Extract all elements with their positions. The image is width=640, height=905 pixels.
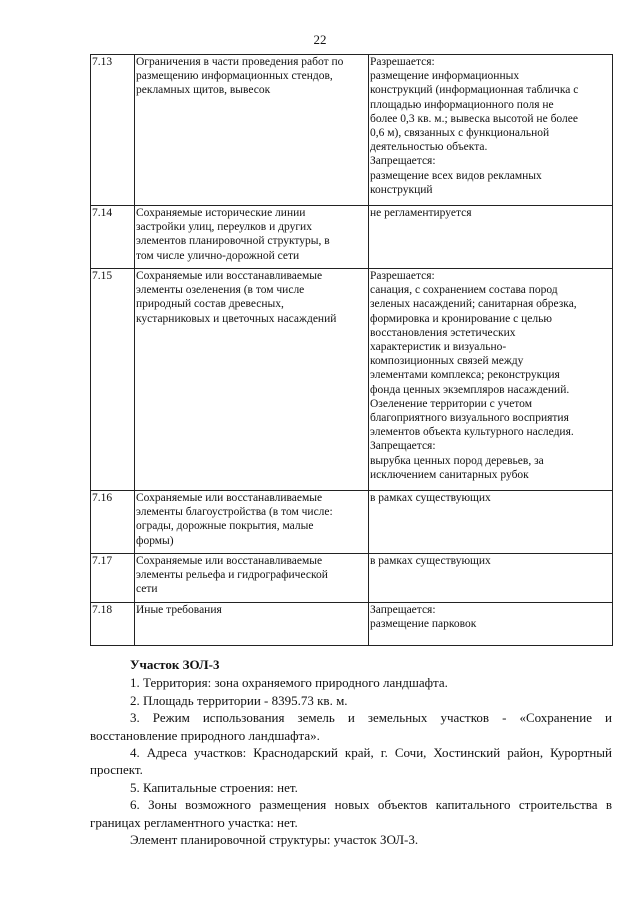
- cell-line: формы): [136, 534, 174, 547]
- cell-line: благоприятного визуального восприятия: [370, 412, 569, 425]
- cell-line: площадью информационного поля не: [370, 98, 554, 111]
- row-value: [369, 554, 613, 603]
- row-number: 7.18: [91, 603, 135, 646]
- paragraph-new-construction-zones: 6. Зоны возможного размещения новых объектов капитального строительства в границах регламентного участка: нет.: [90, 797, 612, 830]
- paragraph-capital-buildings: 5. Капитальные строения: нет.: [130, 779, 298, 795]
- cell-line: характеристик и визуально-: [370, 341, 507, 354]
- row-requirement: [135, 491, 369, 554]
- cell-line: не регламентируется: [370, 207, 472, 219]
- cell-line: фонда ценных экземпляров насаждений.: [370, 383, 570, 396]
- cell-line: исключением санитарных рубок: [370, 468, 529, 481]
- row-requirement: [135, 55, 369, 206]
- cell-line: в рамках существующих: [370, 555, 491, 567]
- cell-line: размещение всех видов рекламных: [370, 169, 542, 182]
- row-value: [369, 269, 613, 491]
- regulations-table: [90, 54, 613, 646]
- cell-line: более 0,3 кв. м.; вывеска высотой не более: [370, 112, 578, 125]
- cell-line: Сохраняемые или восстанавливаемые: [136, 555, 323, 567]
- cell-line: Ограничения в части проведения работ по: [136, 56, 344, 68]
- cell-line: рекламных щитов, вывесок: [136, 84, 271, 97]
- cell-line: Разрешается:: [370, 56, 435, 68]
- cell-line: Сохраняемые или восстанавливаемые: [136, 492, 323, 504]
- cell-line: конструкций (информационная табличка с: [370, 84, 579, 97]
- cell-line: Озеленение территории с учетом: [370, 397, 532, 410]
- cell-line: том числе улично-дорожной сети: [136, 249, 300, 262]
- cell-line: вырубка ценных пород деревьев, за: [370, 454, 544, 467]
- table-row: [91, 206, 613, 269]
- paragraph-structure-element: Элемент планировочной структуры: участок ЗОЛ-3.: [130, 832, 419, 848]
- cell-line: восстановления эстетических: [370, 326, 516, 339]
- cell-line: конструкций: [370, 183, 433, 196]
- cell-line: ограды, дорожные покрытия, малые: [136, 520, 314, 533]
- cell-line: деятельностью объекта.: [370, 141, 488, 154]
- row-value: [369, 55, 613, 206]
- paragraph-area: 2. Площадь территории - 8395.73 кв. м.: [130, 692, 348, 708]
- row-requirement: [135, 603, 369, 646]
- cell-line: элементов планировочной структуры, в: [136, 235, 330, 248]
- cell-line: Сохраняемые или восстанавливаемые: [136, 270, 323, 282]
- row-requirement: [135, 269, 369, 491]
- cell-line: Запрещается:: [370, 440, 436, 453]
- cell-line: размещение парковок: [370, 618, 477, 631]
- row-number: 7.13: [91, 55, 135, 206]
- row-number: 7.16: [91, 491, 135, 554]
- cell-line: Разрешается:: [370, 270, 435, 282]
- cell-line: сети: [136, 583, 158, 596]
- cell-line: элементы озеленения (в том числе: [136, 284, 305, 297]
- cell-line: элементы рельефа и гидрографической: [136, 569, 328, 582]
- cell-line: композиционных связей между: [370, 355, 524, 368]
- row-value: [369, 206, 613, 269]
- row-number: 7.15: [91, 269, 135, 491]
- paragraph-land-use-regime: 3. Режим использования земель и земельных участков - «Сохранение и восстановление природного ландшафта».: [90, 710, 612, 743]
- cell-line: застройки улиц, переулков и других: [136, 221, 312, 234]
- row-requirement: [135, 554, 369, 603]
- cell-line: элементы благоустройства (в том числе:: [136, 506, 333, 519]
- plot-section: [90, 656, 612, 848]
- row-value: [369, 491, 613, 554]
- cell-line: размещение информационных: [370, 70, 520, 83]
- cell-line: Запрещается:: [370, 155, 436, 168]
- row-number: 7.14: [91, 206, 135, 269]
- table-row: [91, 491, 613, 554]
- cell-line: Иные требования: [136, 604, 222, 616]
- row-number: 7.17: [91, 554, 135, 603]
- row-requirement: [135, 206, 369, 269]
- cell-line: природный состав древесных,: [136, 298, 284, 311]
- section-title: Участок ЗОЛ-3: [130, 657, 220, 672]
- cell-line: кустарниковых и цветочных насаждений: [136, 312, 337, 325]
- page-number: 22: [313, 32, 327, 47]
- table-row: [91, 554, 613, 603]
- cell-line: размещению информационных стендов,: [136, 70, 333, 83]
- cell-line: элементами комплекса; реконструкция: [370, 369, 560, 382]
- table-row: [91, 269, 613, 491]
- cell-line: 0,6 м), связанных с функциональной: [370, 127, 550, 140]
- cell-line: зеленых насаждений; санитарная обрезка,: [370, 298, 577, 311]
- cell-line: в рамках существующих: [370, 492, 491, 504]
- cell-line: формировка и кронирование с целью: [370, 312, 552, 325]
- table-row: [91, 603, 613, 646]
- cell-line: санация, с сохранением состава пород: [370, 284, 558, 297]
- cell-line: элементов объекта культурного наследия.: [370, 426, 574, 439]
- paragraph-address: 4. Адреса участков: Краснодарский край, г. Сочи, Хостинский район, Курортный проспект.: [90, 745, 612, 778]
- cell-line: Запрещается:: [370, 604, 436, 616]
- row-value: [369, 603, 613, 646]
- paragraph-territory: 1. Территория: зона охраняемого природного ландшафта.: [130, 675, 448, 691]
- cell-line: Сохраняемые исторические линии: [136, 207, 306, 219]
- table-row: [91, 55, 613, 206]
